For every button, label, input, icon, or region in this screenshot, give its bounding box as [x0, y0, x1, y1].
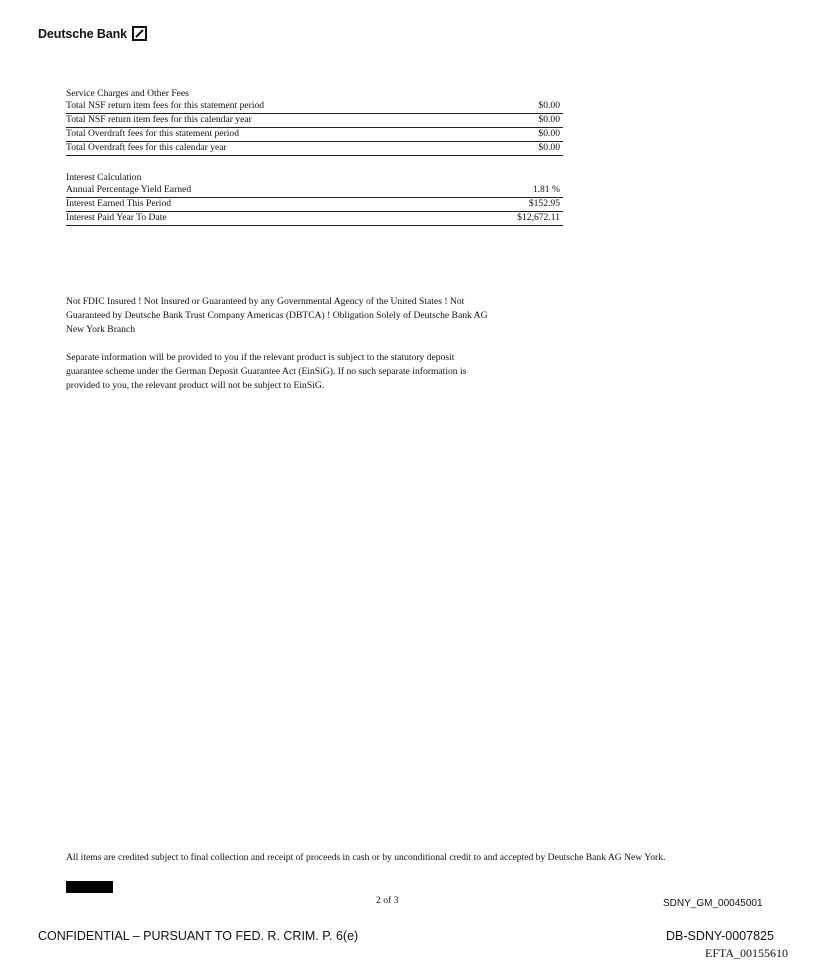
deutsche-bank-logo-icon: [132, 26, 147, 41]
db-bates-number: DB-SDNY-0007825: [666, 929, 774, 943]
disclaimer-line: New York Branch: [66, 324, 136, 335]
collection-note: All items are credited subject to final collection and receipt of proceeds in cash or by unconditional credit to and accepted by Deutsche Bank AG New York.: [66, 852, 666, 863]
disclaimer-line: Not FDIC Insured ! Not Insured or Guaranteed by any Governmental Agency of the United States ! Not: [66, 296, 465, 307]
page-number: 2 of 3: [376, 895, 399, 906]
fdic-disclaimer: [66, 295, 536, 337]
row-value: 1.81 %: [532, 184, 560, 195]
row-value: $0.00: [538, 114, 560, 125]
interest-calculation-title: Interest Calculation: [66, 172, 142, 183]
disclaimer-line: guarantee scheme under the German Deposit Guarantee Act (EinSiG). If no such separate information is: [66, 366, 467, 377]
table-row: [66, 128, 563, 142]
table-row: [66, 184, 563, 198]
confidential-label: CONFIDENTIAL – PURSUANT TO FED. R. CRIM. P. 6(e): [38, 929, 359, 943]
row-label: Total NSF return item fees for this calendar year: [66, 114, 252, 125]
row-value: $152.95: [528, 198, 560, 209]
table-row: [66, 198, 563, 212]
einsig-disclaimer: [66, 351, 536, 393]
row-label: Interest Earned This Period: [66, 198, 172, 209]
bates-number: SDNY_GM_00045001: [663, 898, 763, 909]
interest-calculation-table: [66, 172, 563, 226]
redaction-block: [66, 881, 113, 893]
row-value: $0.00: [538, 128, 560, 139]
disclaimer-line: Guaranteed by Deutsche Bank Trust Company Americas (DBTCA) ! Obligation Solely of Deutsche Bank AG: [66, 310, 488, 321]
brand-header: [38, 26, 147, 41]
disclaimer-line: provided to you, the relevant product will not be subject to EinSiG.: [66, 380, 325, 391]
row-value: $0.00: [538, 142, 560, 153]
table-row: [66, 212, 563, 226]
row-label: Total Overdraft fees for this calendar year: [66, 142, 227, 153]
service-charges-table: [66, 88, 563, 156]
row-label: Annual Percentage Yield Earned: [66, 184, 192, 195]
table-row: [66, 100, 563, 114]
efta-id: EFTA_00155610: [705, 946, 789, 960]
row-value: $12,672.11: [517, 212, 560, 223]
brand-name: Deutsche Bank: [38, 26, 128, 41]
row-label: Interest Paid Year To Date: [66, 212, 167, 223]
table-row: [66, 114, 563, 128]
row-value: $0.00: [538, 100, 560, 111]
table-row: [66, 142, 563, 156]
row-label: Total Overdraft fees for this statement period: [66, 128, 240, 139]
disclaimer-line: Separate information will be provided to you if the relevant product is subject to the statutory deposit: [66, 352, 455, 363]
row-label: Total NSF return item fees for this statement period: [66, 100, 265, 111]
service-charges-title: Service Charges and Other Fees: [66, 88, 189, 99]
